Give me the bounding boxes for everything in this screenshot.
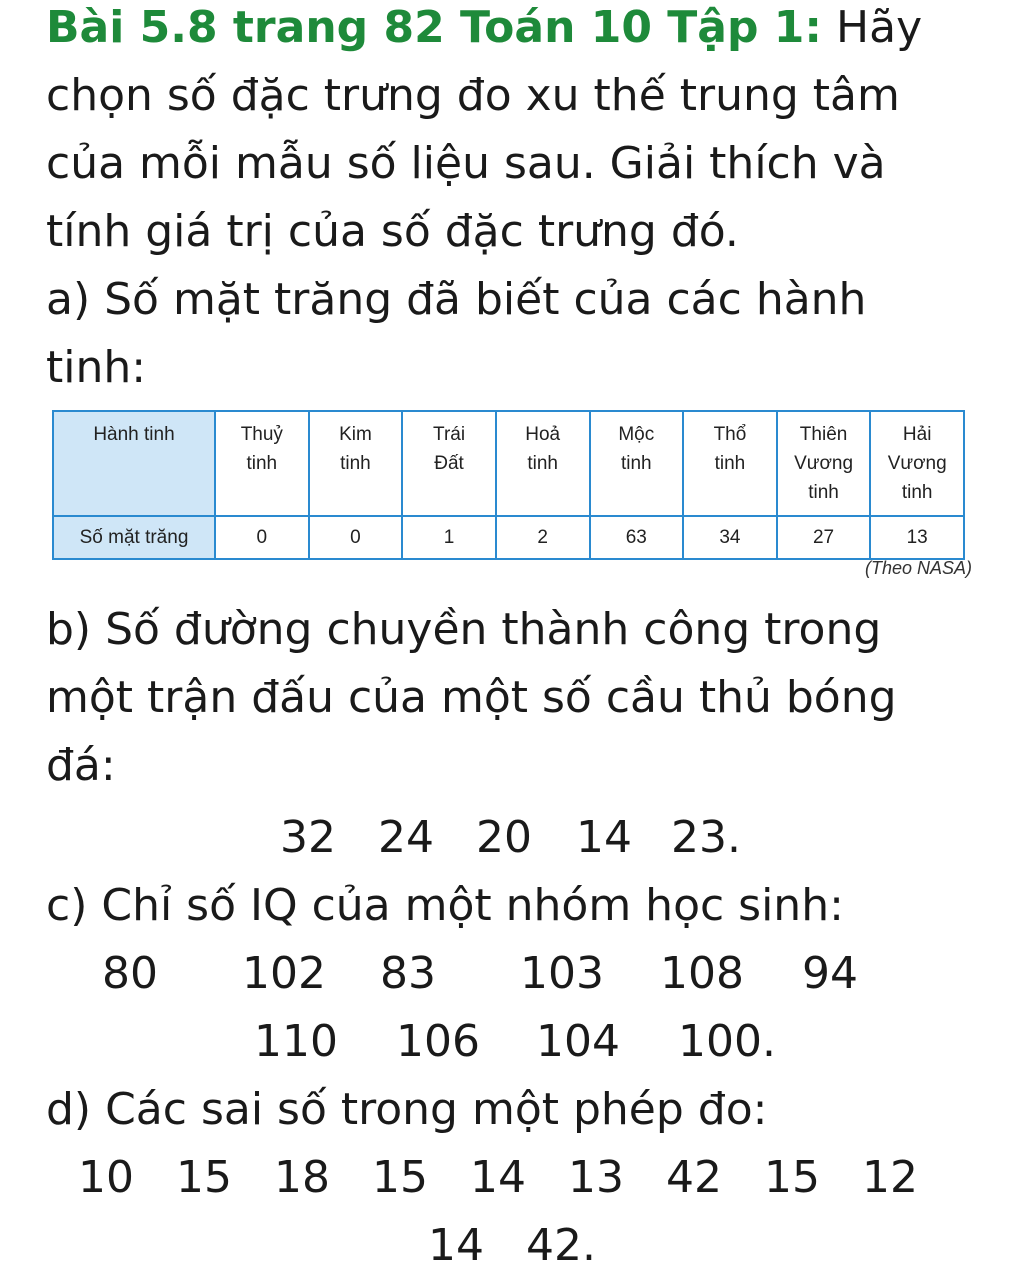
value: 12 [862, 1152, 918, 1203]
iq-values-row [102, 944, 858, 1004]
value: 14 [576, 812, 632, 863]
value: 94 [802, 948, 858, 999]
value: 42 [666, 1152, 722, 1203]
value: 106 [396, 1016, 480, 1067]
moon-count-cell: 34 [683, 516, 777, 559]
value: 10 [78, 1152, 134, 1203]
row-header-planet: Hành tinh [53, 411, 215, 516]
value: 18 [274, 1152, 330, 1203]
moon-count-cell: 0 [309, 516, 403, 559]
value: 13 [568, 1152, 624, 1203]
value: 23. [671, 812, 741, 863]
planet-header-row [53, 411, 964, 516]
table-source: (Theo NASA) [864, 558, 972, 578]
planet-cell: Trái Đất [402, 411, 496, 516]
moon-count-cell: 1 [402, 516, 496, 559]
part-b-text: một trận đấu của một số cầu thủ bóng [46, 672, 897, 723]
value: 20 [476, 812, 532, 863]
value: 14 [470, 1152, 526, 1203]
value: 83 [380, 948, 436, 999]
prompt-line: của mỗi mẫu số liệu sau. Giải thích và [46, 138, 886, 189]
value: 103 [520, 948, 604, 999]
error-values-row [428, 1216, 596, 1276]
moons-table [52, 410, 965, 560]
prompt-line: chọn số đặc trưng đo xu thế trung tâm [46, 70, 900, 121]
planet-cell: Hải Vương tinh [870, 411, 964, 516]
value: 104 [536, 1016, 620, 1067]
exercise-title [46, 0, 922, 58]
part-c-text: c) Chỉ số IQ của một nhóm học sinh: [46, 880, 844, 931]
value: 102 [242, 948, 326, 999]
planet-cell: Hoả tinh [496, 411, 590, 516]
prompt-line: tính giá trị của số đặc trưng đó. [46, 206, 739, 257]
moon-count-cell: 63 [590, 516, 684, 559]
value: 100. [678, 1016, 776, 1067]
part-b-text: b) Số đường chuyền thành công trong [46, 604, 882, 655]
part-a-text: tinh: [46, 342, 147, 393]
planet-cell: Thổ tinh [683, 411, 777, 516]
moon-count-cell: 13 [870, 516, 964, 559]
error-values-row [78, 1148, 918, 1208]
planet-cell: Thiên Vương tinh [777, 411, 871, 516]
value: 15 [176, 1152, 232, 1203]
value: 42. [526, 1220, 596, 1271]
value: 108 [660, 948, 744, 999]
iq-values-row [254, 1012, 776, 1072]
passes-values [280, 808, 741, 868]
prompt-first-word: Hãy [836, 2, 923, 53]
value: 80 [102, 948, 158, 999]
value: 110 [254, 1016, 338, 1067]
part-a-text: a) Số mặt trăng đã biết của các hành [46, 274, 867, 325]
part-d-text: d) Các sai số trong một phép đo: [46, 1084, 768, 1135]
exercise-heading: Bài 5.8 trang 82 Toán 10 Tập 1: [46, 2, 823, 53]
planet-cell: Mộc tinh [590, 411, 684, 516]
moon-count-cell: 27 [777, 516, 871, 559]
row-header-moons: Số mặt trăng [53, 516, 215, 559]
moon-count-cell: 2 [496, 516, 590, 559]
value: 14 [428, 1220, 484, 1271]
moon-count-row [53, 516, 964, 559]
value: 24 [378, 812, 434, 863]
part-b-text: đá: [46, 740, 116, 791]
value: 15 [764, 1152, 820, 1203]
value: 32 [280, 812, 336, 863]
moon-count-cell: 0 [215, 516, 309, 559]
planet-cell: Thuỷ tinh [215, 411, 309, 516]
value: 15 [372, 1152, 428, 1203]
planet-cell: Kim tinh [309, 411, 403, 516]
